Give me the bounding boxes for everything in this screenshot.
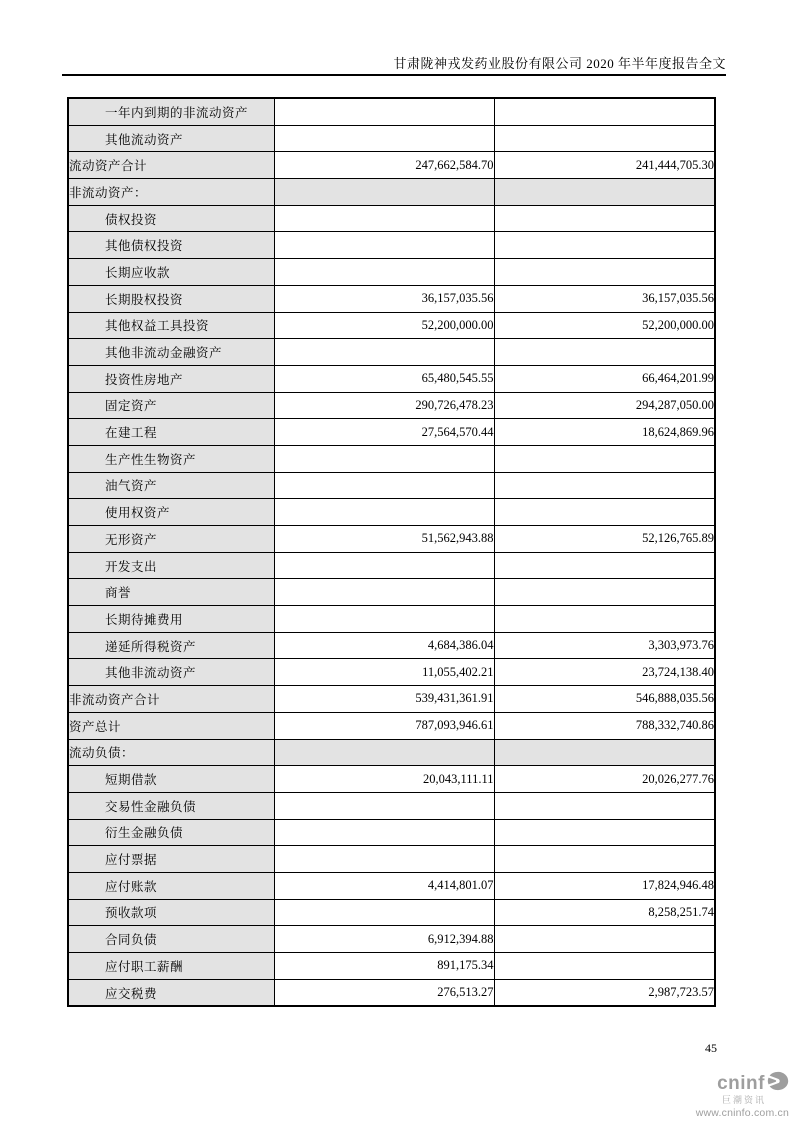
table-row xyxy=(68,339,715,366)
table-row xyxy=(68,499,715,526)
prior-period-value: 17,824,946.48 xyxy=(494,872,715,899)
row-label: 商誉 xyxy=(68,579,274,606)
prior-period-value xyxy=(494,339,715,366)
table-row xyxy=(68,819,715,846)
current-period-value: 539,431,361.91 xyxy=(274,686,494,713)
row-label: 长期应收款 xyxy=(68,259,274,286)
prior-period-value xyxy=(494,792,715,819)
current-period-value xyxy=(274,445,494,472)
prior-period-value xyxy=(494,232,715,259)
current-period-value: 247,662,584.70 xyxy=(274,152,494,179)
balance-sheet-rows xyxy=(68,98,715,1006)
row-label: 投资性房地产 xyxy=(68,365,274,392)
cninfo-url: www.cninfo.com.cn xyxy=(695,1107,789,1119)
row-label: 其他非流动金融资产 xyxy=(68,339,274,366)
row-label: 无形资产 xyxy=(68,526,274,553)
row-label: 长期待摊费用 xyxy=(68,606,274,633)
current-period-value xyxy=(274,339,494,366)
current-period-value: 6,912,394.88 xyxy=(274,926,494,953)
row-label: 固定资产 xyxy=(68,392,274,419)
table-row xyxy=(68,445,715,472)
prior-period-value xyxy=(494,606,715,633)
row-label: 递延所得税资产 xyxy=(68,632,274,659)
current-period-value xyxy=(274,472,494,499)
table-row xyxy=(68,179,715,206)
prior-period-value: 241,444,705.30 xyxy=(494,152,715,179)
prior-period-value: 52,200,000.00 xyxy=(494,312,715,339)
prior-period-value xyxy=(494,259,715,286)
header-divider xyxy=(62,74,726,76)
table-row xyxy=(68,312,715,339)
prior-period-value: 66,464,201.99 xyxy=(494,365,715,392)
current-period-value: 52,200,000.00 xyxy=(274,312,494,339)
table-row xyxy=(68,98,715,125)
prior-period-value: 52,126,765.89 xyxy=(494,526,715,553)
prior-period-value xyxy=(494,98,715,125)
current-period-value xyxy=(274,232,494,259)
table-row xyxy=(68,259,715,286)
table-row xyxy=(68,712,715,739)
table-row xyxy=(68,472,715,499)
cninfo-brand-text: cninf xyxy=(717,1072,765,1094)
row-label: 债权投资 xyxy=(68,205,274,232)
prior-period-value: 8,258,251.74 xyxy=(494,899,715,926)
row-label: 开发支出 xyxy=(68,552,274,579)
current-period-value: 65,480,545.55 xyxy=(274,365,494,392)
row-label: 其他债权投资 xyxy=(68,232,274,259)
current-period-value xyxy=(274,125,494,152)
cninfo-logo-icon xyxy=(767,1071,789,1095)
row-label: 应交税费 xyxy=(68,979,274,1006)
row-label: 其他权益工具投资 xyxy=(68,312,274,339)
current-period-value: 276,513.27 xyxy=(274,979,494,1006)
row-label: 油气资产 xyxy=(68,472,274,499)
prior-period-value: 294,287,050.00 xyxy=(494,392,715,419)
row-label: 交易性金融负债 xyxy=(68,792,274,819)
row-label: 合同负债 xyxy=(68,926,274,953)
table-row xyxy=(68,953,715,980)
prior-period-value xyxy=(494,445,715,472)
row-label: 应付票据 xyxy=(68,846,274,873)
row-label: 非流动资产： xyxy=(68,179,274,206)
page-number: 45 xyxy=(705,1041,717,1055)
table-row xyxy=(68,526,715,553)
row-label: 应付职工薪酬 xyxy=(68,953,274,980)
row-label: 预收款项 xyxy=(68,899,274,926)
table-row xyxy=(68,125,715,152)
current-period-value xyxy=(274,792,494,819)
prior-period-value xyxy=(494,205,715,232)
table-row xyxy=(68,606,715,633)
current-period-value: 20,043,111.11 xyxy=(274,766,494,793)
row-label: 非流动资产合计 xyxy=(68,686,274,713)
cninfo-logo xyxy=(669,1071,789,1119)
current-period-value: 891,175.34 xyxy=(274,953,494,980)
row-label: 生产性生物资产 xyxy=(68,445,274,472)
current-period-value xyxy=(274,899,494,926)
prior-period-value xyxy=(494,739,715,766)
current-period-value xyxy=(274,205,494,232)
table-row xyxy=(68,392,715,419)
table-row xyxy=(68,899,715,926)
prior-period-value: 20,026,277.76 xyxy=(494,766,715,793)
table-row xyxy=(68,872,715,899)
current-period-value xyxy=(274,739,494,766)
row-label: 长期股权投资 xyxy=(68,285,274,312)
table-row xyxy=(68,926,715,953)
current-period-value: 11,055,402.21 xyxy=(274,659,494,686)
balance-sheet-table xyxy=(67,97,716,1007)
row-label: 衍生金融负债 xyxy=(68,819,274,846)
current-period-value: 290,726,478.23 xyxy=(274,392,494,419)
prior-period-value: 2,987,723.57 xyxy=(494,979,715,1006)
current-period-value xyxy=(274,579,494,606)
row-label: 在建工程 xyxy=(68,419,274,446)
prior-period-value: 18,624,869.96 xyxy=(494,419,715,446)
row-label: 其他非流动资产 xyxy=(68,659,274,686)
prior-period-value: 23,724,138.40 xyxy=(494,659,715,686)
current-period-value: 4,414,801.07 xyxy=(274,872,494,899)
cninfo-logo-brand-row xyxy=(669,1071,789,1095)
table-row xyxy=(68,979,715,1006)
table-row xyxy=(68,739,715,766)
prior-period-value: 546,888,035.56 xyxy=(494,686,715,713)
row-label: 使用权资产 xyxy=(68,499,274,526)
cninfo-brand-chinese: 巨潮资讯 xyxy=(721,1095,766,1105)
prior-period-value xyxy=(494,179,715,206)
prior-period-value: 36,157,035.56 xyxy=(494,285,715,312)
table-row xyxy=(68,792,715,819)
current-period-value xyxy=(274,259,494,286)
row-label: 流动资产合计 xyxy=(68,152,274,179)
prior-period-value xyxy=(494,819,715,846)
table-row xyxy=(68,419,715,446)
prior-period-value xyxy=(494,953,715,980)
current-period-value: 787,093,946.61 xyxy=(274,712,494,739)
table-row xyxy=(68,766,715,793)
row-label: 一年内到期的非流动资产 xyxy=(68,98,274,125)
prior-period-value xyxy=(494,499,715,526)
table-row xyxy=(68,659,715,686)
row-label: 资产总计 xyxy=(68,712,274,739)
current-period-value xyxy=(274,606,494,633)
current-period-value: 4,684,386.04 xyxy=(274,632,494,659)
table-row xyxy=(68,686,715,713)
table-row xyxy=(68,846,715,873)
current-period-value xyxy=(274,819,494,846)
prior-period-value: 3,303,973.76 xyxy=(494,632,715,659)
current-period-value: 27,564,570.44 xyxy=(274,419,494,446)
current-period-value xyxy=(274,552,494,579)
prior-period-value xyxy=(494,125,715,152)
current-period-value xyxy=(274,499,494,526)
row-label: 其他流动资产 xyxy=(68,125,274,152)
row-label: 流动负债： xyxy=(68,739,274,766)
table-row xyxy=(68,365,715,392)
report-header-title: 甘肃陇神戎发药业股份有限公司 2020 年半年度报告全文 xyxy=(393,56,726,71)
prior-period-value xyxy=(494,552,715,579)
prior-period-value xyxy=(494,846,715,873)
current-period-value xyxy=(274,179,494,206)
table-row xyxy=(68,285,715,312)
table-row xyxy=(68,232,715,259)
row-label: 应付账款 xyxy=(68,872,274,899)
current-period-value: 36,157,035.56 xyxy=(274,285,494,312)
prior-period-value xyxy=(494,926,715,953)
row-label: 短期借款 xyxy=(68,766,274,793)
table-row xyxy=(68,579,715,606)
table-row xyxy=(68,632,715,659)
current-period-value xyxy=(274,846,494,873)
table-row xyxy=(68,205,715,232)
current-period-value xyxy=(274,98,494,125)
prior-period-value: 788,332,740.86 xyxy=(494,712,715,739)
current-period-value: 51,562,943.88 xyxy=(274,526,494,553)
table-row xyxy=(68,152,715,179)
prior-period-value xyxy=(494,472,715,499)
table-row xyxy=(68,552,715,579)
prior-period-value xyxy=(494,579,715,606)
